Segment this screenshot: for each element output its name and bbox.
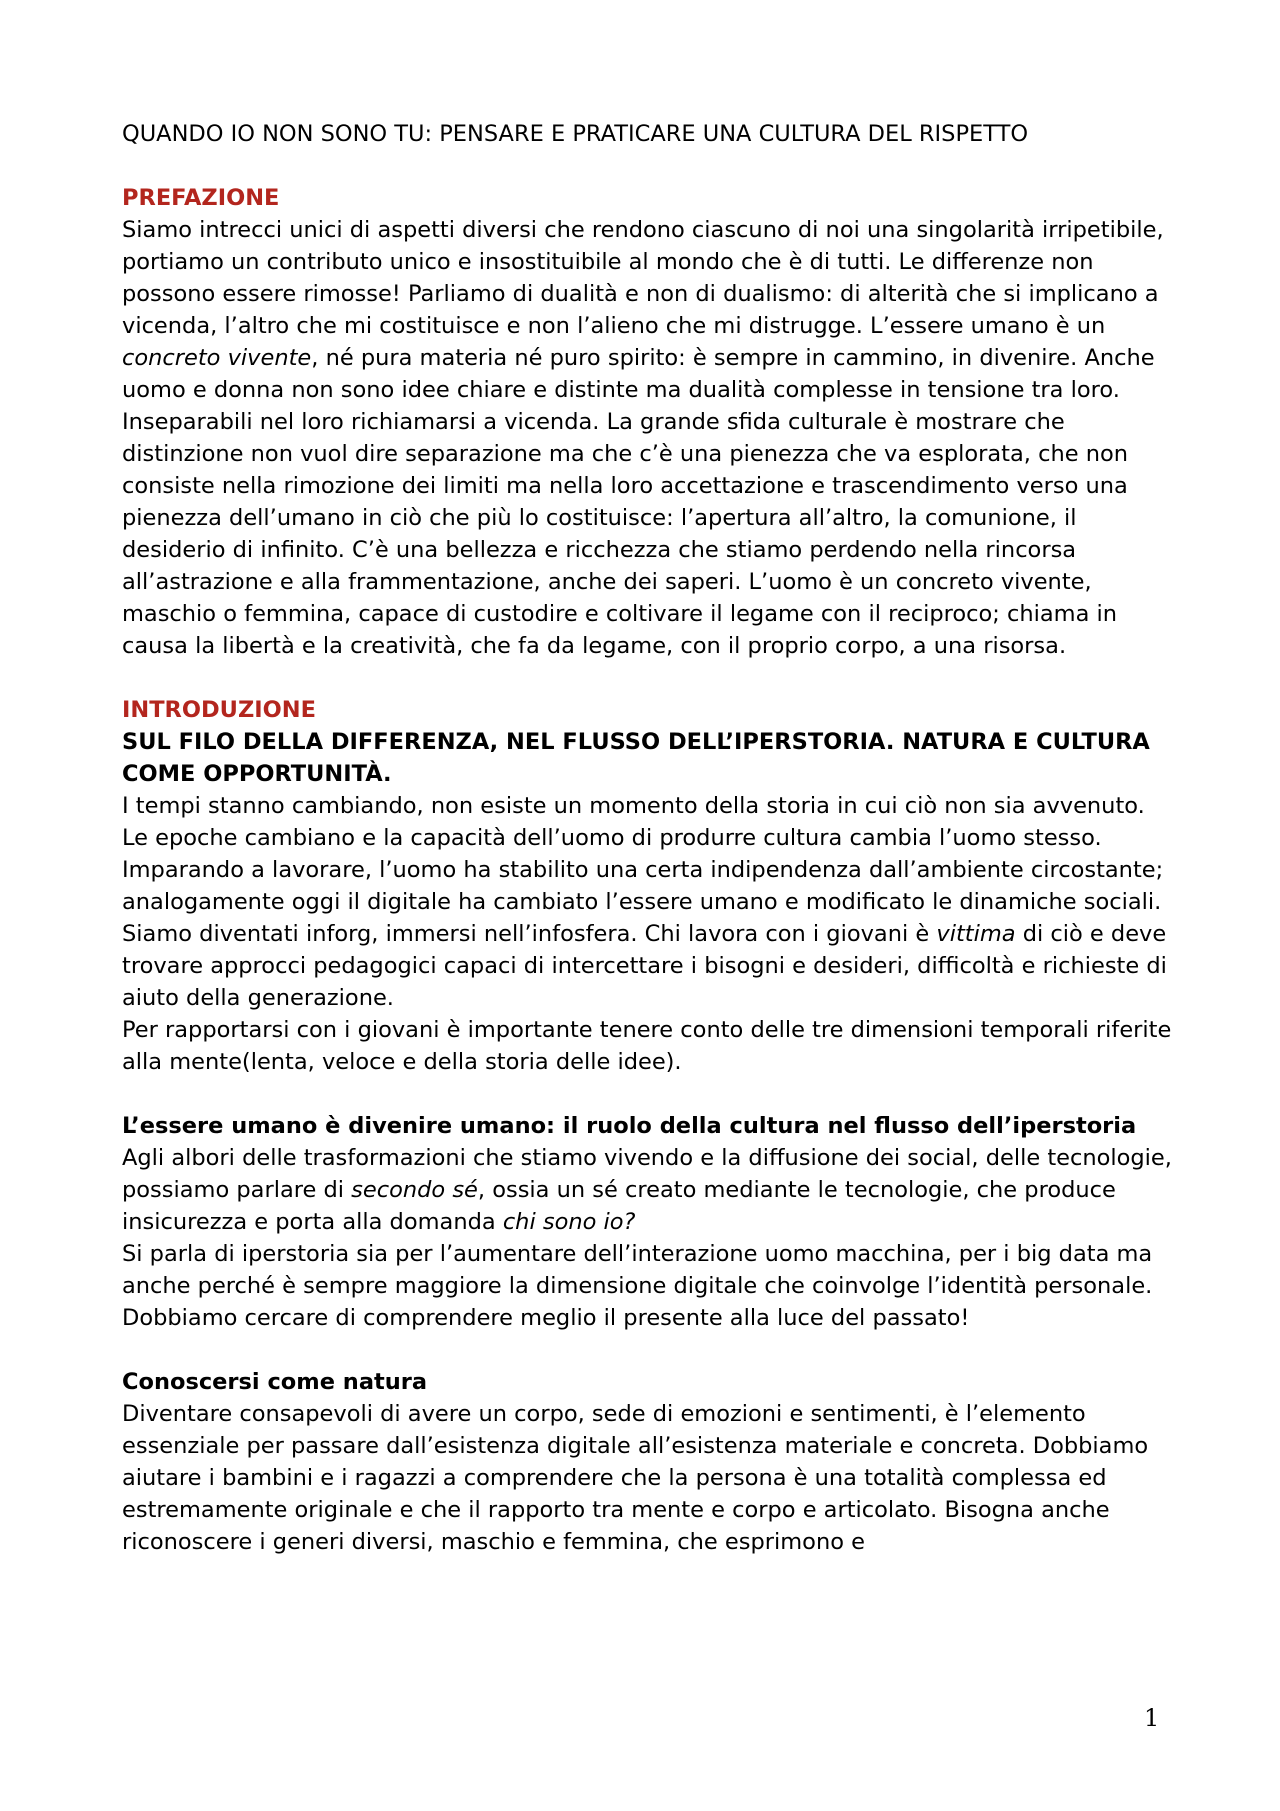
italic-text: vittima <box>936 921 1016 947</box>
paragraph-spacer <box>122 1334 1172 1366</box>
section-label-introduzione: INTRODUZIONE <box>122 697 316 723</box>
document-title: QUANDO IO NON SONO TU: PENSARE E PRATICARE UNA CULTURA DEL RISPETTO <box>122 121 1029 147</box>
conoscersi-paragraph: Diventare consapevoli di avere un corpo, sede di emozioni e sentimenti, è l’elemento essenziale per passare dall’esistenza digitale all’esistenza materiale e concreta. Dobbiamo aiutare i bambini e i ragazzi a comprendere che la persona è una totalità complessa ed estremamente originale e che il rapporto tra mente e corpo e articolato. Bisogna anche riconoscere i generi diversi, maschio e femmina, che esprimono e <box>122 1401 1149 1555</box>
section-label-prefazione: PREFAZIONE <box>122 185 280 211</box>
essere-umano-heading: L’essere umano è divenire umano: il ruolo della cultura nel flusso dell’iperstoria <box>122 1113 1137 1139</box>
text-run: I tempi stanno cambiando, non esiste un momento della storia in cui ciò non sia avvenuto. Le epoche cambiano e la capacità dell’uomo di produrre cultura cambia l’uomo stesso. Imparando a lavorare, l’uomo ha stabilito una certa indipendenza dall’ambiente circostante; analogamente oggi il digitale ha cambiato l’essere umano e modificato le dinamiche sociali. Siamo diventati inforg, immersi nell’infosfera. Chi lavora con i giovani è <box>122 793 1164 947</box>
introduzione-heading: SUL FILO DELLA DIFFERENZA, NEL FLUSSO DELL’IPERSTORIA. NATURA E CULTURA COME OPPORTUNITÀ. <box>122 729 1150 787</box>
document-page <box>122 118 1172 1558</box>
introduzione-paragraph-2: Per rapportarsi con i giovani è importante tenere conto delle tre dimensioni temporali riferite alla mente(lenta, veloce e della storia delle idee). <box>122 1017 1172 1075</box>
text-run: Agli albori delle trasformazioni che stiamo vivendo e la diffusione dei social, delle tecnologie, possiamo parlare di <box>122 1145 1172 1203</box>
italic-text: secondo sé <box>351 1177 478 1203</box>
introduzione-paragraph <box>122 790 1172 1014</box>
text-run: , né pura materia né puro spirito: è sempre in cammino, in divenire. Anche uomo e donna non sono idee chiare e distinte ma dualità complesse in tensione tra loro. Inseparabili nel loro richiamarsi a vicenda. La grande sfida culturale è mostrare che distinzione non vuol dire separazione ma che c’è una pienezza che va esplorata, che non consiste nella rimozione dei limiti ma nella loro accettazione e trascendimento verso una pienezza dell’umano in ciò che più lo costituisce: l’apertura all’altro, la comunione, il desiderio di infinito. C’è una bellezza e ricchezza che stiamo perdendo nella rincorsa all’astrazione e alla frammentazione, anche dei saperi. L’uomo è un concreto vivente, maschio o femmina, capace di custodire e coltivare il legame con il reciproco; chiama in causa la libertà e la creatività, che fa da legame, con il proprio corpo, a una risorsa. <box>122 345 1155 659</box>
italic-text: concreto vivente <box>122 345 312 371</box>
page-number: 1 <box>1144 1704 1160 1732</box>
essere-umano-paragraph-2: Si parla di iperstoria sia per l’aumentare dell’interazione uomo macchina, per i big data ma anche perché è sempre maggiore la dimensione digitale che coinvolge l’identità personale. Dobbiamo cercare di comprendere meglio il presente alla luce del passato! <box>122 1241 1153 1331</box>
prefazione-paragraph <box>122 214 1172 662</box>
conoscersi-heading: Conoscersi come natura <box>122 1369 428 1395</box>
text-run: di ciò e deve trovare approcci pedagogici capaci di intercettare i bisogni e desideri, difficoltà e richieste di aiuto della generazione. <box>122 921 1167 1011</box>
paragraph-spacer <box>122 662 1172 694</box>
italic-text: chi sono io? <box>502 1209 636 1235</box>
text-run: , ossia un sé creato mediante le tecnologie, che produce insicurezza e porta alla domanda <box>122 1177 1116 1235</box>
paragraph-spacer <box>122 1078 1172 1110</box>
essere-umano-paragraph <box>122 1142 1172 1238</box>
text-run: Siamo intrecci unici di aspetti diversi che rendono ciascuno di noi una singolarità irripetibile, portiamo un contributo unico e insostituibile al mondo che è di tutti. Le differenze non possono essere rimosse! Parliamo di dualità e non di dualismo: di alterità che si implicano a vicenda, l’altro che mi costituisce e non l’alieno che mi distrugge. L’essere umano è un <box>122 217 1164 339</box>
